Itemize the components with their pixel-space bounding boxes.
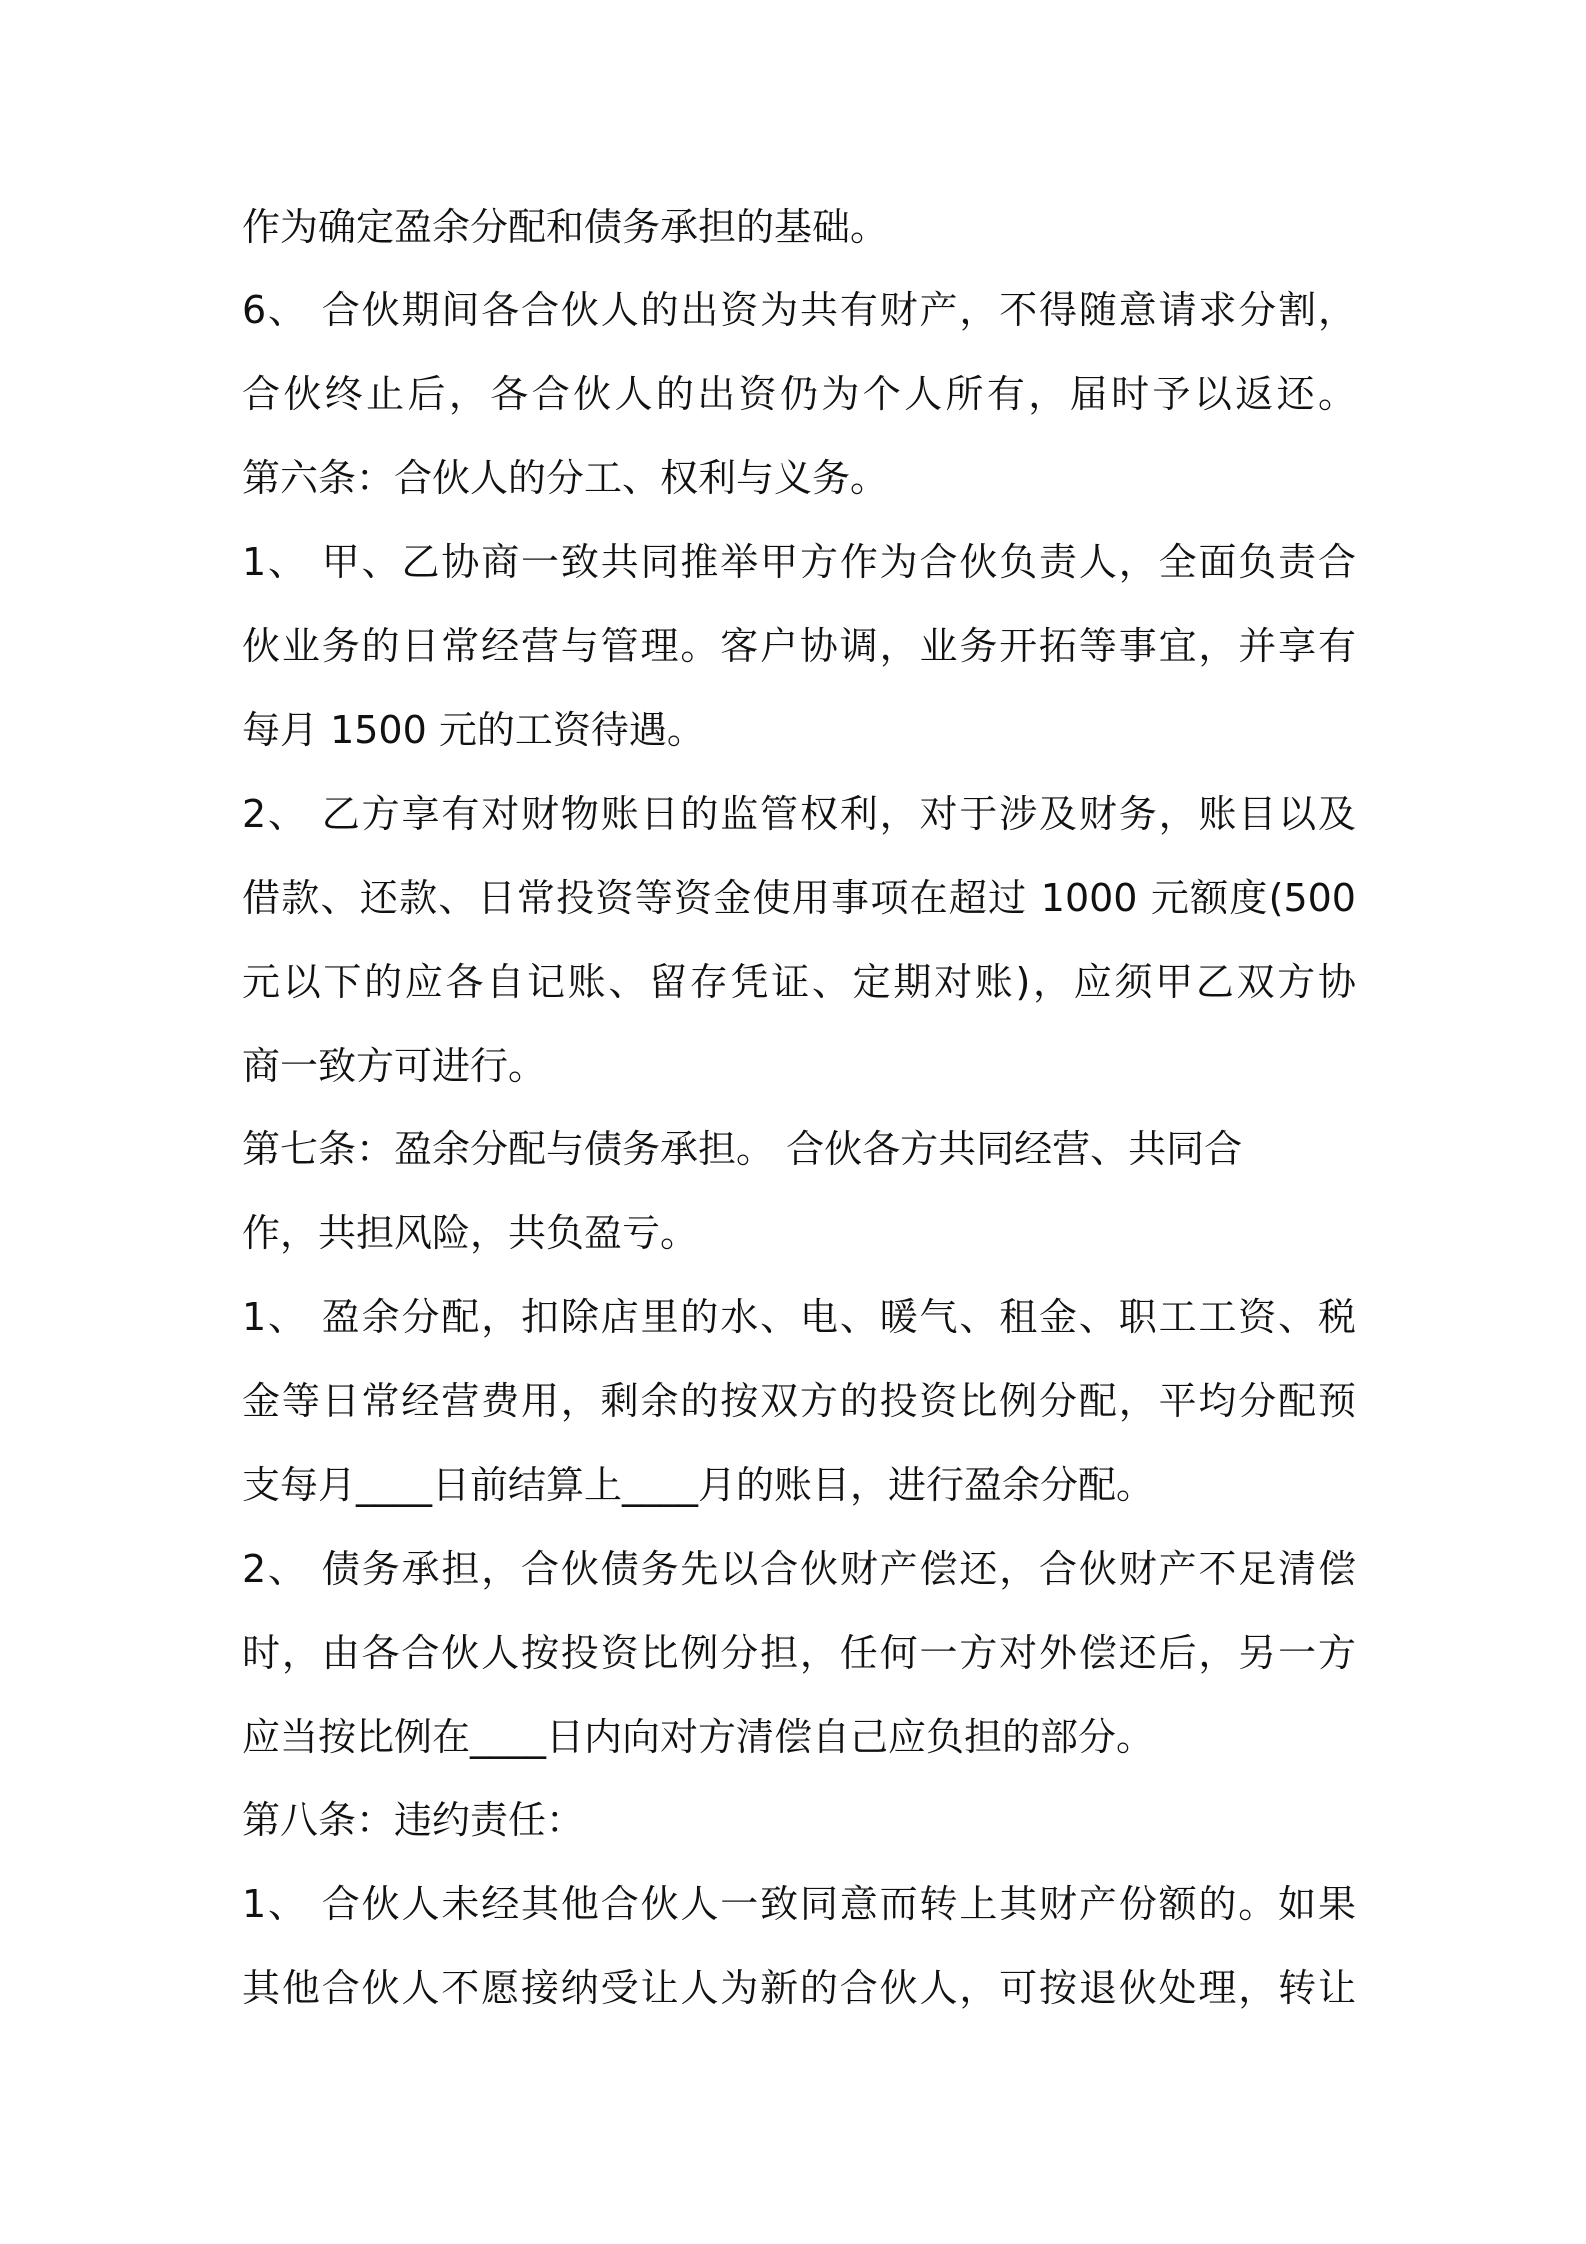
text-line-9: 借款、还款、日常投资等资金使用事项在超过 1000 元额度(500 <box>242 876 1356 920</box>
text-line-13: 作，共担风险，共负盈亏。 <box>242 1211 699 1255</box>
text-line-15: 金等日常经营费用，剩余的按双方的投资比例分配，平均分配预 <box>242 1379 1356 1423</box>
text-line-14: 1、 盈余分配，扣除店里的水、电、暖气、租金、职工工资、税 <box>242 1295 1356 1339</box>
text-line-2: 6、 合伙期间各合伙人的出资为共有财产，不得随意请求分割， <box>242 288 1356 332</box>
text-line-6: 伙业务的日常经营与管理。客户协调，业务开拓等事宜，并享有 <box>242 624 1356 668</box>
text-line-22: 其他合伙人不愿接纳受让人为新的合伙人，可按退伙处理，转让 <box>242 1966 1356 2010</box>
text-line-3: 合伙终止后，各合伙人的出资仍为个人所有，届时予以返还。 <box>242 372 1356 416</box>
section-heading-article-7: 第七条：盈余分配与债务承担。 合伙各方共同经营、共同合 <box>242 1127 1243 1171</box>
section-heading-article-8: 第八条：违约责任： <box>242 1798 585 1842</box>
text-line-7: 每月 1500 元的工资待遇。 <box>242 708 705 752</box>
section-heading-article-6: 第六条：合伙人的分工、权利与义务。 <box>242 456 889 500</box>
text-line-11: 商一致方可进行。 <box>242 1044 547 1088</box>
text-line-16: 支每月____日前结算上____月的账目，进行盈余分配。 <box>242 1463 1155 1507</box>
text-line-17: 2、 债务承担，合伙债务先以合伙财产偿还，合伙财产不足清偿 <box>242 1547 1356 1591</box>
text-line-1: 作为确定盈余分配和债务承担的基础。 <box>242 205 889 249</box>
text-line-21: 1、 合伙人未经其他合伙人一致同意而转上其财产份额的。如果 <box>242 1882 1356 1926</box>
text-line-10: 元以下的应各自记账、留存凭证、定期对账)，应须甲乙双方协 <box>242 960 1356 1004</box>
text-line-5: 1、 甲、乙协商一致共同推举甲方作为合伙负责人，全面负责合 <box>242 540 1356 584</box>
text-line-18: 时，由各合伙人按投资比例分担，任何一方对外偿还后，另一方 <box>242 1631 1356 1675</box>
text-line-8: 2、 乙方享有对财物账日的监管权利，对于涉及财务，账目以及 <box>242 792 1356 836</box>
text-line-19: 应当按比例在____日内向对方清偿自己应负担的部分。 <box>242 1715 1155 1759</box>
